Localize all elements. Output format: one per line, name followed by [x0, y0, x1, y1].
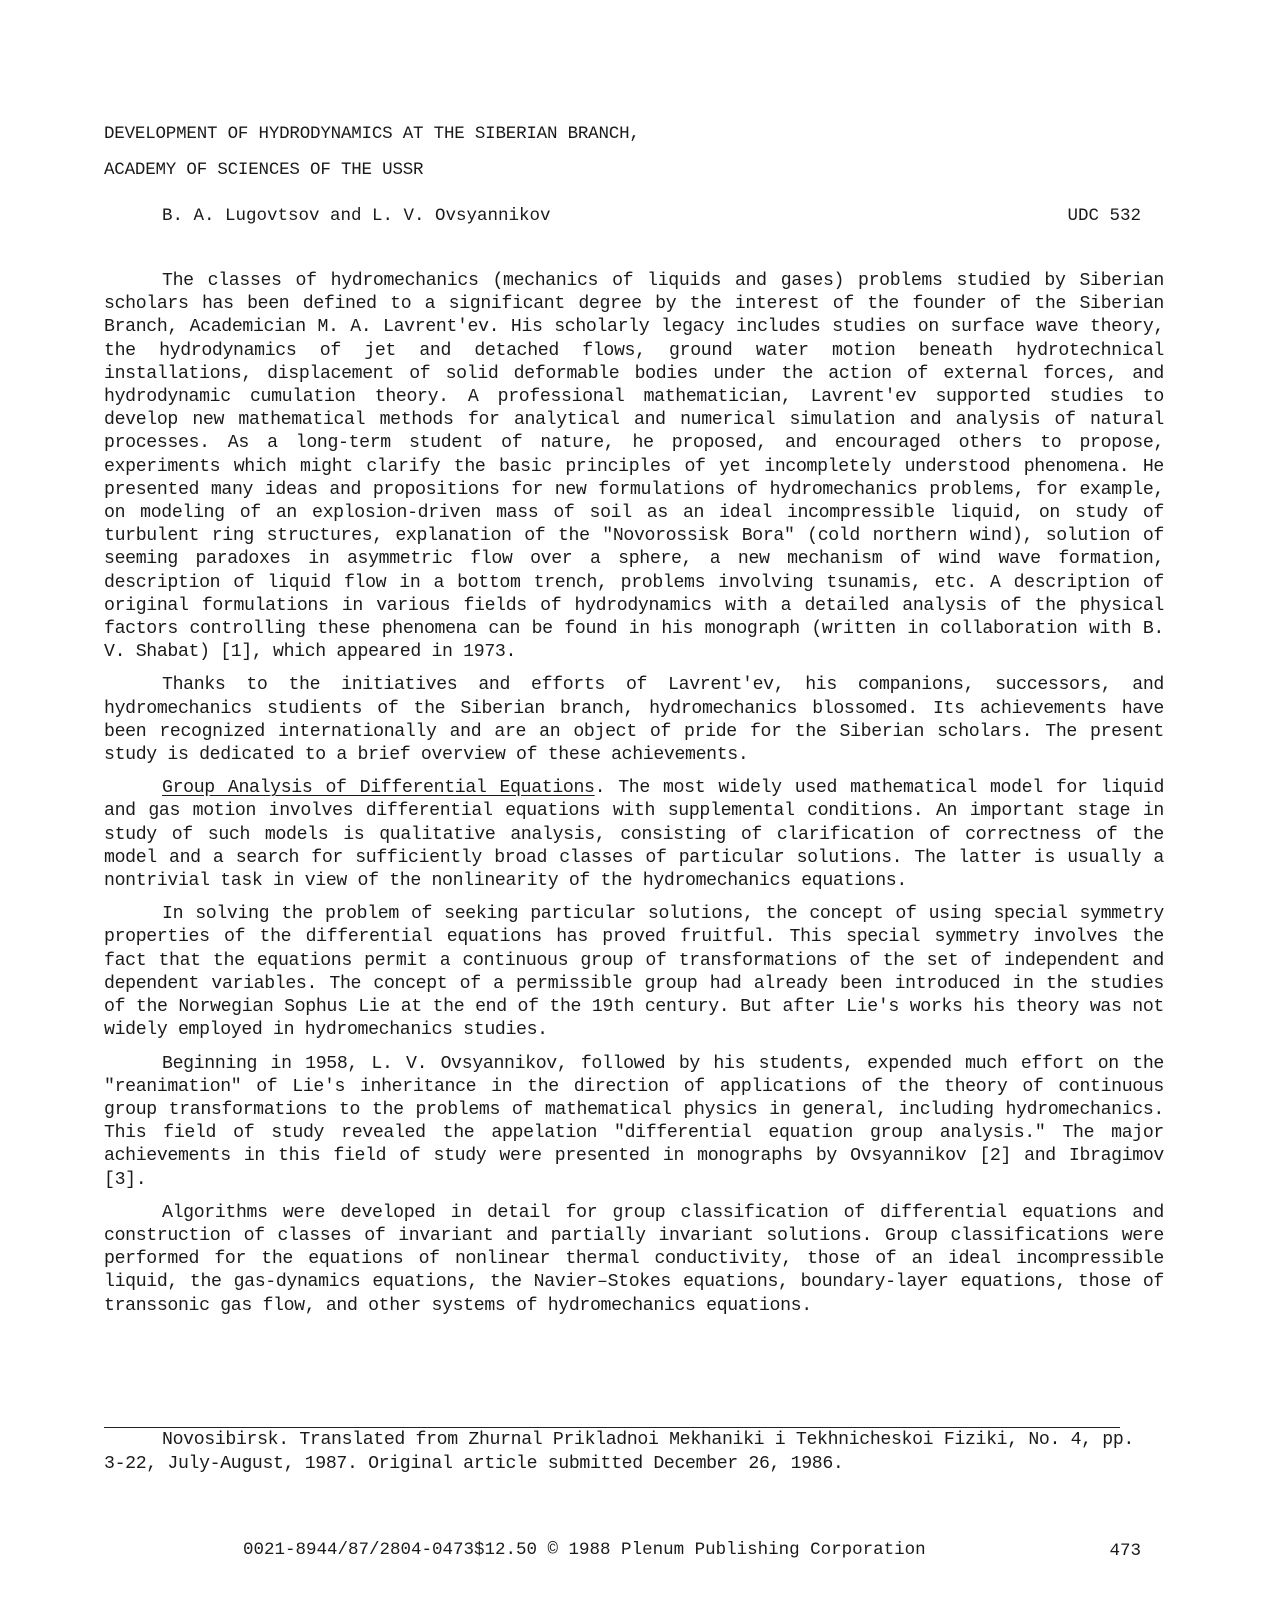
- paragraph-2: Thanks to the initiatives and efforts of Lavrent'ev, his companions, successors, and hydromechanics studients of the Siberian branch, hydromechanics blossomed. Its achievements have been recognized internationally and are an object of pride for the Siberian scholars. The present study is dedicated to a brief overview of these achievements.: [104, 675, 1164, 766]
- page-number: 473: [1109, 1541, 1141, 1561]
- paragraph-3-text: . The most widely used mathematical model for liquid and gas motion involves differential equations with supplemental conditions. An important stage in study of such models is qualitative analysis, consisting of clarification of correctness of the model and a search for sufficiently broad classes of particular solutions. The latter is usually a nontrivial task in view of the nonlinearity of the hydromechanics equations.: [104, 778, 1165, 892]
- section-heading-group-analysis: Group Analysis of Differential Equations: [162, 778, 595, 799]
- article-body: [104, 270, 1164, 1328]
- paragraph-3: [104, 777, 1164, 893]
- paragraph-6: Algorithms were developed in detail for group classification of differential equations and construction of classes of invariant and partially invariant solutions. Group classifications were performed for the equations of nonlinear thermal conductivity, those of an ideal incompressible liquid, the gas-dynamics equations, the Navier–Stokes equations, boundary-layer equations, those of transsonic gas flow, and other systems of hydromechanics equations.: [104, 1202, 1164, 1316]
- footnote: Novosibirsk. Translated from Zhurnal Prikladnoi Mekhaniki i Tekhnicheskoi Fiziki, No. 4, pp. 3-22, July-August, 1987. Original article submitted December 26, 1986.: [104, 1430, 1134, 1474]
- udc-code: UDC 532: [1067, 206, 1141, 226]
- paragraph-5: Beginning in 1958, L. V. Ovsyannikov, followed by his students, expended much effort on the "reanimation" of Lie's inheritance in the direction of applications of the theory of continuous group transformations to the problems of mathematical physics in general, including hydromechanics. This field of study revealed the appelation "differential equation group analysis." The major achievements in this field of study were presented in monographs by Ovsyannikov [2] and Ibragimov [3].: [104, 1053, 1164, 1190]
- authors: B. A. Lugovtsov and L. V. Ovsyannikov: [162, 206, 551, 226]
- article-title-line-2: ACADEMY OF SCIENCES OF THE USSR: [104, 160, 424, 180]
- publication-code: 0021-8944/87/2804-0473$12.50 © 1988 Plenum Publishing Corporation: [243, 1540, 926, 1560]
- article-title-line-1: DEVELOPMENT OF HYDRODYNAMICS AT THE SIBERIAN BRANCH,: [104, 124, 640, 144]
- paragraph-1: The classes of hydromechanics (mechanics of liquids and gases) problems studied by Siberian scholars has been defined to a significant degree by the interest of the founder of the Siberian Branch, Academician M. A. Lavrent'ev. His scholarly legacy includes studies on surface wave theory, the hydrodynamics of jet and detached flows, ground water motion beneath hydrotechnical installations, displacement of solid deformable bodies under the action of external forces, and hydrodynamic cumulation theory. A professional mathematician, Lavrent'ev supported studies to develop new mathematical methods for analytical and numerical simulation and analysis of natural processes. As a long-term student of nature, he proposed, and encouraged others to propose, experiments which might clarify the basic principles of yet incompletely understood phenomena. He presented many ideas and propositions for new formulations of hydromechanics problems, for example, on modeling of an explosion-driven mass of soil as an ideal incompressible liquid, on study of turbulent ring structures, explanation of the "Novorossisk Bora" (cold northern wind), solution of seeming paradoxes in asymmetric flow over a sphere, a new mechanism of wind wave formation, description of liquid flow in a bottom trench, problems involving tsunamis, etc. A description of original formulations in various fields of hydrodynamics with a detailed analysis of the physical factors controlling these phenomena can be found in his monograph (written in collaboration with B. V. Shabat) [1], which appeared in 1973.: [104, 271, 1164, 663]
- paragraph-4: In solving the problem of seeking particular solutions, the concept of using special symmetry properties of the differential equations has proved fruitful. This special symmetry involves the fact that the equations permit a continuous group of transformations of the set of independent and dependent variables. The concept of a permissible group had already been introduced in the studies of the Norwegian Sophus Lie at the end of the 19th century. But after Lie's works his theory was not widely employed in hydromechanics studies.: [104, 904, 1164, 1041]
